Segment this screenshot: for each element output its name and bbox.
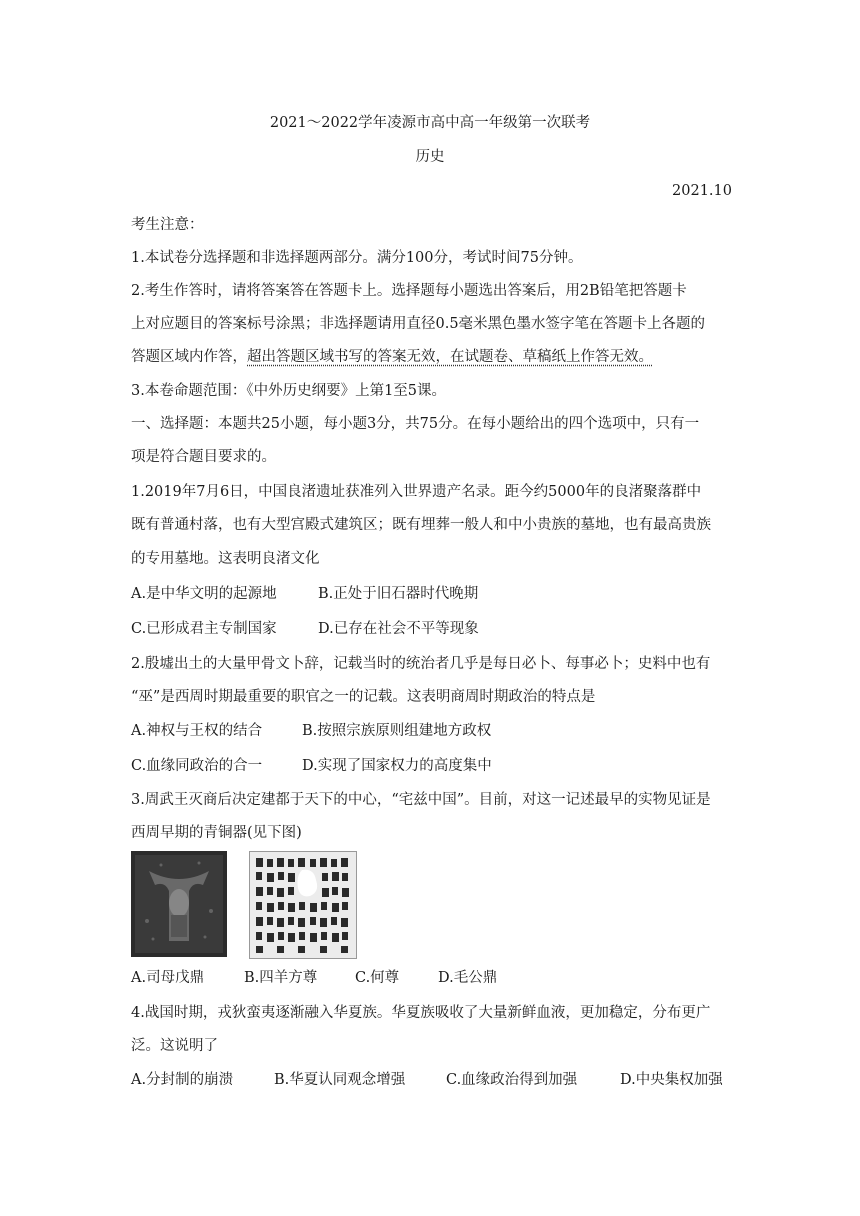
- q4-option-a: A.分封制的崩溃: [131, 1072, 234, 1088]
- bronze-inscription-image: [249, 851, 357, 959]
- q1-line-3: 的专用墓地。这表明良渚文化: [131, 551, 320, 567]
- q4-option-c: C.血缘政治得到加强: [446, 1072, 578, 1088]
- q2-option-d: D.实现了国家权力的高度集中: [302, 758, 492, 774]
- q1-option-d: D.已存在社会不平等现象: [318, 621, 479, 637]
- notice-item-2-line-3: [131, 347, 653, 367]
- bronze-vessel-image: [131, 851, 227, 957]
- section-1-line-1: 一、选择题：本题共25小题，每小题3分，共75分。在每小题给出的四个选项中，只有一: [131, 416, 700, 432]
- notice-item-2-line-1: 2.考生作答时，请将答案答在答题卡上。选择题每小题选出答案后，用2B铅笔把答题卡: [131, 283, 687, 299]
- notice-item-2-emphasis: 超出答题区域书写的答案无效，在试题卷、草稿纸上作答无效。: [247, 349, 653, 365]
- q4-line-1: 4.战国时期，戎狄蛮夷逐渐融入华夏族。华夏族吸收了大量新鲜血液，更加稳定，分布更广: [131, 1005, 711, 1021]
- exam-subject: 历史: [415, 149, 445, 165]
- q4-option-d: D.中央集权加强: [620, 1072, 723, 1088]
- q2-line-1: 2.殷墟出土的大量甲骨文卜辞，记载当时的统治者几乎是每日必卜、每事必卜；史料中也有: [131, 656, 711, 672]
- q1-option-c: C.已形成君主专制国家: [131, 621, 277, 637]
- q1-line-1: 1.2019年7月6日，中国良渚遗址获准列入世界遗产名录。距今约5000年的良渚聚落群中: [131, 484, 702, 500]
- q2-option-b: B.按照宗族原则组建地方政权: [302, 723, 492, 739]
- section-1-line-2: 项是符合题目要求的。: [131, 449, 276, 465]
- q3-option-a: A.司母戊鼎: [131, 970, 205, 986]
- exam-date: 2021.10: [672, 183, 732, 199]
- exam-title: 2021～2022学年凌源市高中高一年级第一次联考: [269, 115, 591, 131]
- notice-item-2-prefix: 答题区域内作答，: [131, 349, 247, 365]
- q1-option-b: B.正处于旧石器时代晚期: [318, 586, 479, 602]
- q3-option-c: C.何尊: [355, 970, 400, 986]
- q1-option-a: A.是中华文明的起源地: [131, 586, 277, 602]
- notice-item-3: 3.本卷命题范围：《中外历史纲要》上第1至5课。: [131, 383, 447, 399]
- q1-line-2: 既有普通村落，也有大型宫殿式建筑区；既有埋葬一般人和中小贵族的墓地，也有最高贵族: [131, 517, 711, 533]
- q4-option-b: B.华夏认同观念增强: [274, 1072, 406, 1088]
- q3-line-2: 西周早期的青铜器(见下图): [131, 825, 302, 841]
- q2-option-c: C.血缘同政治的合一: [131, 758, 263, 774]
- notice-heading: 考生注意：: [131, 217, 204, 233]
- notice-item-1: 1.本试卷分选择题和非选择题两部分。满分100分，考试时间75分钟。: [131, 250, 583, 266]
- q3-line-1: 3.周武王灭商后决定建都于天下的中心，“宅兹中国”。目前，对这一记述最早的实物见证是: [131, 792, 711, 808]
- q4-line-2: 泛。这说明了: [131, 1038, 218, 1054]
- q2-line-2: “巫”是西周时期最重要的职官之一的记载。这表明商周时期政治的特点是: [131, 689, 596, 705]
- q3-option-d: D.毛公鼎: [438, 970, 498, 986]
- q2-option-a: A.神权与王权的结合: [131, 723, 263, 739]
- q3-option-b: B.四羊方尊: [244, 970, 318, 986]
- notice-item-2-line-2: 上对应题目的答案标号涂黑；非选择题请用直径0.5毫米黑色墨水签字笔在答题卡上各题的: [131, 316, 706, 332]
